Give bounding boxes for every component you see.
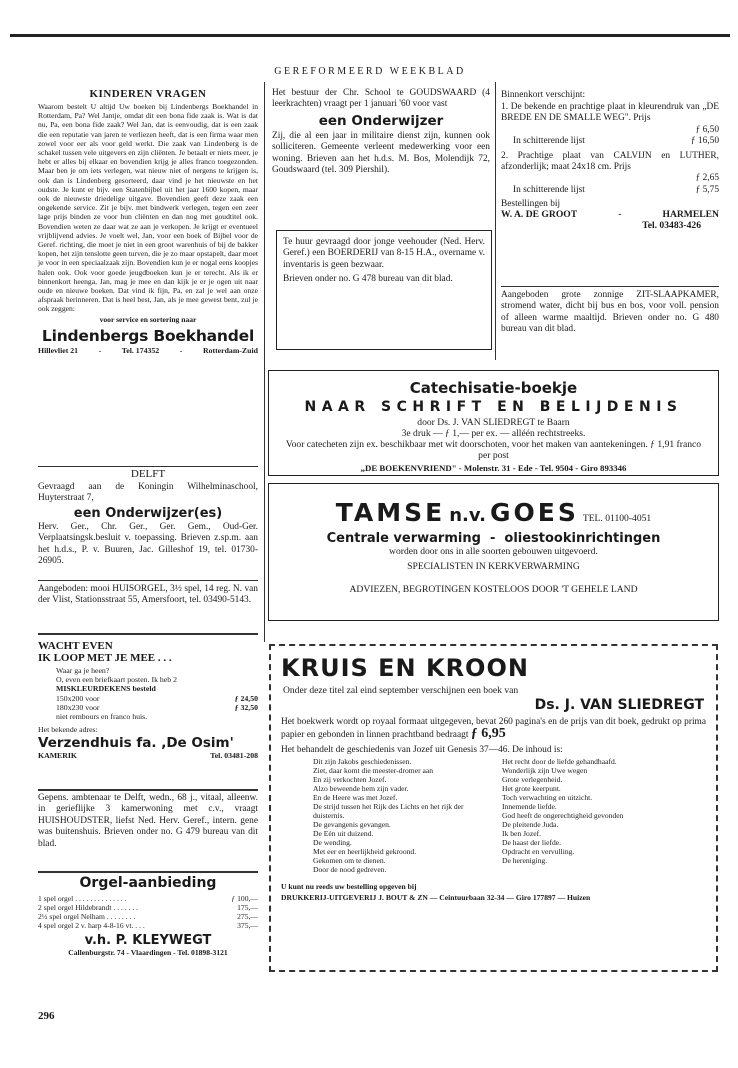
ad-huisorgel: [38, 584, 258, 607]
toc-left: [313, 757, 493, 874]
catechisatie-edition: 3e druk — ƒ 1,— per ex. — alléén rechtstreeks.: [401, 428, 586, 439]
toc-item: De strijd tussen het Rijk des Lichts en het rijk der duisternis.: [313, 802, 464, 821]
osim-q1: Waar ga je heen?: [56, 666, 110, 675]
delft-title: DELFT: [130, 468, 166, 480]
lindenbergs-tel: Tel. 174352: [121, 345, 160, 355]
osim-r1-price: ƒ 24,50: [234, 693, 258, 703]
catechisatie-body: Voor catecheten zijn ex. beschikbaar met wit doorschoten, voor het maken van aantekeningen. ƒ 1,91 franco per post: [285, 439, 702, 461]
kruis-toc: [271, 755, 716, 874]
toc-item: Met eer en heerlijkheid gekroond.: [313, 847, 417, 857]
divider: [38, 580, 258, 581]
ad-kruis-en-kroon: [269, 644, 718, 972]
delft-role: een Onderwijzer(es): [73, 505, 223, 521]
orgel-firm: v.h. P. KLEYWEGT: [84, 933, 212, 948]
divider: [38, 466, 258, 467]
tamse-city: GOES: [489, 498, 579, 527]
tamse-name: TAMSE: [335, 498, 446, 527]
divider: [38, 633, 258, 635]
binnenkort-order: Bestellingen bij: [501, 199, 561, 210]
osim-loop: IK LOOP MET JE MEE . . .: [38, 652, 172, 664]
degroot-firm: W. A. DE GROOT: [501, 209, 578, 221]
kruis-body: Het boekwerk wordt op royaal formaat uitgegeven, bevat 260 pagina's en de prijs van dit boek, gedrukt op prima papier en gebonden in linnen prachtband bedraagt: [281, 717, 706, 741]
divider: [38, 789, 258, 791]
tamse-line1: Centrale verwarming - oliestookinrichtingen: [326, 531, 661, 546]
toc-item: De Eén uit duizend.: [313, 829, 374, 839]
toc-item: Dit zijn Jakobs geschiedenissen.: [313, 757, 412, 767]
toc-item: De gevangenis gevangen.: [313, 820, 391, 830]
item1-price: ƒ 6,50: [695, 124, 719, 135]
lindenbergs-name: Lindenbergs Boekhandel: [41, 326, 255, 345]
ad-delft: [38, 468, 258, 567]
catechisatie-footer: „DE BOEKENVRIEND" - Molenstr. 31 - Ede - Tel. 9504 - Giro 893346: [360, 463, 627, 473]
toc-item: De pleitende Juda.: [502, 820, 559, 830]
degroot-tel: Tel. 03483-426: [642, 220, 701, 232]
delft-intro: Gevraagd aan de Koningin Wilhelminaschool, Huyterstraat 7,: [38, 482, 258, 504]
ad-goudswaard: [272, 88, 490, 176]
top-rule: [10, 34, 730, 37]
toc-item: Wonderlijk zijn Uwe wegen: [502, 766, 588, 776]
osim-r2-label: 180x230 voor: [56, 702, 100, 712]
osim-q2: O, even een briefkaart posten. Ik heb 2: [56, 675, 178, 685]
item2-lijst-price: ƒ 5,75: [695, 184, 719, 195]
osim-adres: Het bekende adres:: [38, 725, 98, 735]
gepens-text: Gepens. ambtenaar te Delft, wedn., 68 j., vitaal, alleenw. in gerieflijke 3 kamerwoning met c.v., vraagt HUISHOUDSTER, liefst Ned. Herv. Geref., intern. gene was buitenshuis. Brieven onder no. G 479 bureau van dit blad.: [38, 793, 258, 849]
orgel-title: Orgel-aanbieding: [79, 875, 217, 891]
osim-wacht: WACHT EVEN: [38, 640, 113, 652]
ad-de-osim: [38, 640, 258, 760]
tamse-tel: TEL. 01100-4051: [582, 513, 652, 524]
kruis-author: Ds. J. VAN SLIEDREGT: [534, 697, 704, 713]
goudswaard-body: Zij, die al een jaar in militaire dienst zijn, kunnen ook solliciteren. Gemeente verleent medewerking voor een woning. Brieven aan het h.d.s. M. Bos, Molendijk 72, Goudswaard (tel. 309 Piershil).: [272, 130, 490, 176]
kinderen-tagline: voor service en sortering naar: [99, 314, 197, 324]
tamse-line4: ADVIEZEN, BEGROTINGEN KOSTELOOS DOOR 'T GEHELE LAND: [349, 584, 638, 595]
kinderen-body: Waarom bestelt U altijd Uw boeken bij Lindenbergs Boekhandel in Rotterdam, Pa? Wel Jantje, omdat dit een bona fide zaak is. Wat is dat nu, Pa, een bona fide zaak? Wel Jan, dat is eenvoudig, dat is een zaak die een reputatie van jaren te verliezen heeft, dat is een firma waar men zowel voor eer als voor geld werkt. Die zaak van Lindenberg is de schakel tussen vele uitgevers en zijn cliënten. Je betaalt er niets meer, je hebt er alles bij elkaar en bovendien krijg je alles franco toegezonden. Maar ben je om iets verlegen, wat nieuw niet of nergens te krijgen is, ook dan is Lindenberg gesorteerd, daar vind je het nieuwste en het oudste. Je kunt er bijv. een Statenbijbel uit het jaar 1600 kopen, maar ook de nieuwste driedelige uitgave. Bovendien geeft deze zaak een ongekende service. Zit je bijv. met bindwerk verlegen, tegen een zeer lage prijs binden ze voor hun cliënten en dan nog met goudtitel ook. Bovendien weten ze daar wat ze aan je verkopen. Je krijgt er eventueel vrijblijvend advies. Je voelt wel, Jan, voor een boek of Bijbel voor de Geref. richting, die moet je niet in een groot warenhuis of bij de bakker kopen, het zijn tenslotte geen turven, die je zo maar opstapelt, daar moet je voor in een speciaalzaak zijn. Bovendien kun je er nogal eens koopjes halen ook. Ook voor goede jeugdboeken kun je er terecht. Als ik er binnenkort heenga, Jan, mag je mee en dan kijk je er je ogen uit naar oude en nieuwe boeken. Dat vind ik fijn, Pa, en zal je wel aan onze afspraak herinneren. Dat is heel best, Jan, als je mee gewest bent, zul je ook zeggen:: [38, 102, 258, 314]
binnenkort-item2: 2. Prachtige plaat van CALVIJN en LUTHER, afzonderlijk; maat 24x18 cm. Prijs: [501, 150, 719, 173]
orgel-row: 4 spel orgel 2 v. harp 4-8-16 vt. . . . 375,—: [38, 921, 258, 930]
masthead: GEREFORMEERD WEEKBLAD: [274, 66, 466, 77]
toc-item: Alzo beweende hem zijn vader.: [313, 784, 409, 794]
orgel-address: Callenburgstr. 74 - Vlaardingen - Tel. 01898-3121: [68, 948, 228, 957]
kruis-publisher: DRUKKERIJ-UITGEVERIJ J. BOUT & ZN — Ceintuurbaan 32-34 — Giro 177897 — Huizen: [281, 893, 591, 903]
toc-item: Het recht door de liefde gehandhaafd.: [502, 757, 617, 767]
binnenkort-title: Binnenkort verschijnt:: [501, 90, 586, 100]
toc-item: De wending.: [313, 838, 352, 848]
toc-item: De haast der liefde.: [502, 838, 562, 848]
toc-item: Door de nood gedreven.: [313, 865, 387, 875]
kruis-intro: Onder deze titel zal eind september verschijnen een boek van: [283, 685, 519, 696]
toc-item: Ziet, daar komt die meester-dromer aan: [313, 766, 434, 776]
orgel-row: 2½ spel orgel Nelham . . . . . . . . 275,—: [38, 912, 258, 921]
toc-item: En zij verkochten Jozef.: [313, 775, 387, 785]
toc-item: Opdracht en vervulling.: [502, 847, 575, 857]
toc-item: De hereniging.: [502, 856, 548, 866]
goudswaard-text: Het bestuur der Chr. School te GOUDSWAARD (4 leerkrachten) vraagt per 1 januari '60 voor vast: [272, 88, 490, 110]
kinderen-title: KINDEREN VRAGEN: [89, 88, 207, 100]
goudswaard-role: een Onderwijzer: [318, 112, 444, 129]
kruis-order: U kunt nu reeds uw bestelling opgeven bij: [281, 882, 417, 892]
kruis-toc-intro: Het behandelt de geschiedenis van Jozef uit Genesis 37—46. De inhoud is:: [281, 745, 563, 756]
ad-binnenkort: Binnenkort verschijnt: 1. De bekende en prachtige plaat in kleurendruk van „DE BREDE EN DE SMALLE WEG". Prijs ƒ 6,50 In schitterende lijst ƒ 16,50 2. Prachtige plaat van CALVIJN en LUTHER, afzonderlijk; maat 24x18 cm. Prijs ƒ 2,65 In schitterende lijst ƒ 5,75 Bestellingen bij W. A. DE GROOT - HARMELEN Tel. 03483-426: [501, 90, 719, 232]
osim-r1-label: 150x200 voor: [56, 693, 100, 703]
ad-tamse: [268, 483, 719, 621]
lindenbergs-address: Hillevliet 21: [38, 345, 79, 355]
page-number: 296: [38, 1010, 55, 1022]
tamse-nv: n.v.: [449, 505, 486, 526]
toc-item: Ik ben Jozef.: [502, 829, 542, 839]
item2-lijst: In schitterende lijst: [513, 184, 585, 195]
osim-note: niet rembours en franco huis.: [56, 712, 148, 722]
divider: [38, 871, 258, 873]
item1-lijst: In schitterende lijst: [513, 136, 585, 147]
tamse-line2: worden door ons in alle soorten gebouwen uitgevoerd.: [389, 546, 598, 557]
boerderij-text: Te huur gevraagd door jonge veehouder (Ned. Herv. Geref.) een BOERDERIJ van 8-15 H.A., overname v. inventaris is geen bezwaar.: [283, 237, 485, 270]
catechisatie-author: door Ds. J. VAN SLIEDREGT te Baarn: [417, 417, 570, 428]
osim-tel: Tel. 03481-208: [210, 751, 258, 761]
column-divider-2: [495, 82, 496, 360]
huisorgel-text: Aangeboden: mooi HUISORGEL, 3½ spel, 14 reg. N. van der Vlist, Stationsstraat 55, Amersfoort, tel. 03490-5143.: [38, 584, 258, 606]
ad-boerderij: [276, 230, 492, 350]
orgel-row: 1 spel orgel . . . . . . . . . . . . . . ƒ 100,—: [38, 894, 258, 903]
ad-kinderen-vragen: [38, 88, 258, 355]
osim-shop: Verzendhuis fa. ,De Osim': [38, 735, 234, 752]
delft-body: Herv. Ger., Chr. Ger., Ger. Gem., Oud-Ger. Verplaatsingsk.besluit v. toepassing. Brieven z.sp.m. aan het h.d.s., P. v. Buuren, Jac. Gilleshof 19, tel. 01730-26905.: [38, 521, 258, 567]
osim-place: KAMERIK: [38, 751, 77, 761]
zitslaap-text: Aangeboden grote zonnige ZIT-SLAAPKAMER, stromend water, dicht bij bus en bos, voor voll. pension of alleen warme maaltijd. Brieven onder no. G 480 bureau van dit blad.: [501, 290, 719, 335]
ad-zit-slaapkamer: [501, 290, 719, 336]
binnenkort-item1: 1. De bekende en prachtige plaat in kleurendruk van „DE BREDE EN DE SMALLE WEG". Prijs: [501, 102, 719, 124]
degroot-city: HARMELEN: [662, 209, 719, 221]
tamse-line3: SPECIALISTEN IN KERKVERWARMING: [407, 561, 580, 572]
orgel-row: 2 spel orgel Hildebrandt . . . . . . . 175,—: [38, 903, 258, 912]
kruis-price: ƒ 6,95: [470, 726, 506, 742]
item1-price-label: [513, 125, 515, 136]
boerderij-reply: Brieven onder no. G 478 bureau van dit blad.: [283, 274, 453, 285]
lindenbergs-city: Rotterdam-Zuid: [202, 345, 258, 355]
osim-q3: MISKLEURDEKENS besteld: [56, 684, 156, 694]
toc-item: En de Heere was met Jozef.: [313, 793, 398, 803]
toc-item: Toch verwachting en uitzicht.: [502, 793, 593, 803]
item1-lijst-price: ƒ 16,50: [690, 136, 719, 147]
toc-right: [502, 757, 702, 874]
toc-item: God heeft de ongerechtigheid gevonden: [502, 811, 624, 821]
ad-gepens: [38, 793, 258, 850]
divider: [501, 286, 719, 287]
toc-item: Het grote keerpunt.: [502, 784, 561, 794]
toc-item: Gekomen om te dienen.: [313, 856, 386, 866]
toc-item: Grote verlegenheid.: [502, 775, 563, 785]
lindenbergs-address-line: Hillevliet 21 - Tel. 174352 - Rotterdam-Zuid: [38, 345, 258, 355]
ad-orgel: [38, 875, 258, 957]
column-divider-1: [264, 82, 265, 642]
catechisatie-subtitle: NAAR SCHRIFT EN BELIJDENIS: [304, 399, 683, 415]
ad-catechisatie: [268, 370, 719, 476]
osim-r2-price: ƒ 32,50: [234, 702, 258, 712]
catechisatie-title: Catechisatie-boekje: [409, 379, 578, 397]
item2-price: ƒ 2,65: [695, 173, 719, 184]
kruis-title: KRUIS EN KROON: [281, 654, 529, 682]
toc-item: Innemende liefde.: [502, 802, 557, 812]
